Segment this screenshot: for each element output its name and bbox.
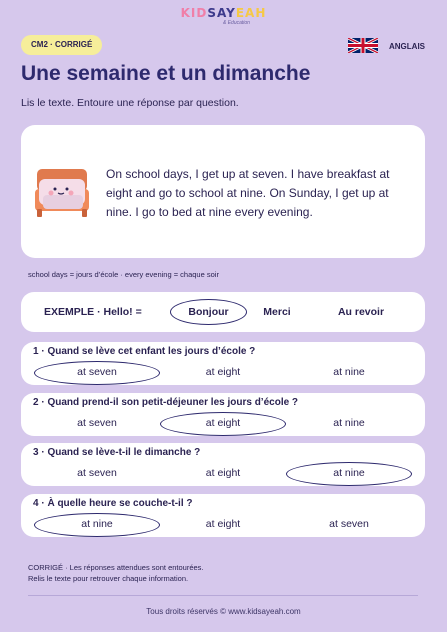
answer-option[interactable]: at eight [205,518,241,530]
answer-key-note [28,562,204,584]
example-option[interactable]: Bonjour [188,306,229,318]
divider [28,595,418,596]
answer-key-line: Relis le texte pour retrouver chaque information. [28,574,189,583]
uk-flag-icon [348,38,378,53]
instruction: Lis le texte. Entoure une réponse par question. [21,97,239,109]
answer-option[interactable]: at seven [329,518,369,530]
answer-option[interactable]: at eight [205,467,241,479]
subject-label: ANGLAIS [389,42,425,51]
question-text: 1 · Quand se lève cet enfant les jours d’école ? [33,346,256,357]
answer-option[interactable]: at nine [333,417,365,429]
vocabulary-note: school days = jours d’école · every evening = chaque soir [28,270,219,279]
page-title: Une semaine et un dimanche [21,62,311,85]
example-card [21,292,425,332]
question-text: 3 · Quand se lève-t-il le dimanche ? [33,447,201,458]
reading-card [21,125,425,258]
answer-option[interactable]: at seven [77,366,117,378]
answer-option[interactable]: at seven [77,467,117,479]
answer-option[interactable]: at nine [81,518,113,530]
question-card [21,393,425,436]
question-card [21,342,425,385]
level-badge: CM2 · CORRIGÉ [21,35,102,55]
example-option[interactable]: Au revoir [337,306,385,318]
question-text: 2 · Quand prend-il son petit-déjeuner les jours d’école ? [33,397,299,408]
bed-icon [33,165,91,223]
answer-option[interactable]: at nine [333,366,365,378]
logo-subtitle: & Education [223,20,250,26]
answer-option[interactable]: at eight [205,366,241,378]
question-text: 4 · À quelle heure se couche-t-il ? [33,498,193,509]
kidsayeah-logo: KIDSAYEAH [180,6,267,20]
answer-key-line: CORRIGÉ · Les réponses attendues sont entourées. [28,563,204,572]
question-card [21,494,425,537]
answer-option[interactable]: at eight [205,417,241,429]
reading-text: On school days, I get up at seven. I have breakfast at eight and go to school at nine. On Sunday, I get up at nine. I go to bed at nine every evening. [106,167,390,219]
example-option[interactable]: Merci [263,306,291,318]
copyright: Tous droits réservés © www.kidsayeah.com [146,607,301,616]
answer-option[interactable]: at nine [333,467,365,479]
answer-option[interactable]: at seven [77,417,117,429]
question-card [21,443,425,486]
example-label: EXEMPLE · Hello! = [44,306,142,318]
